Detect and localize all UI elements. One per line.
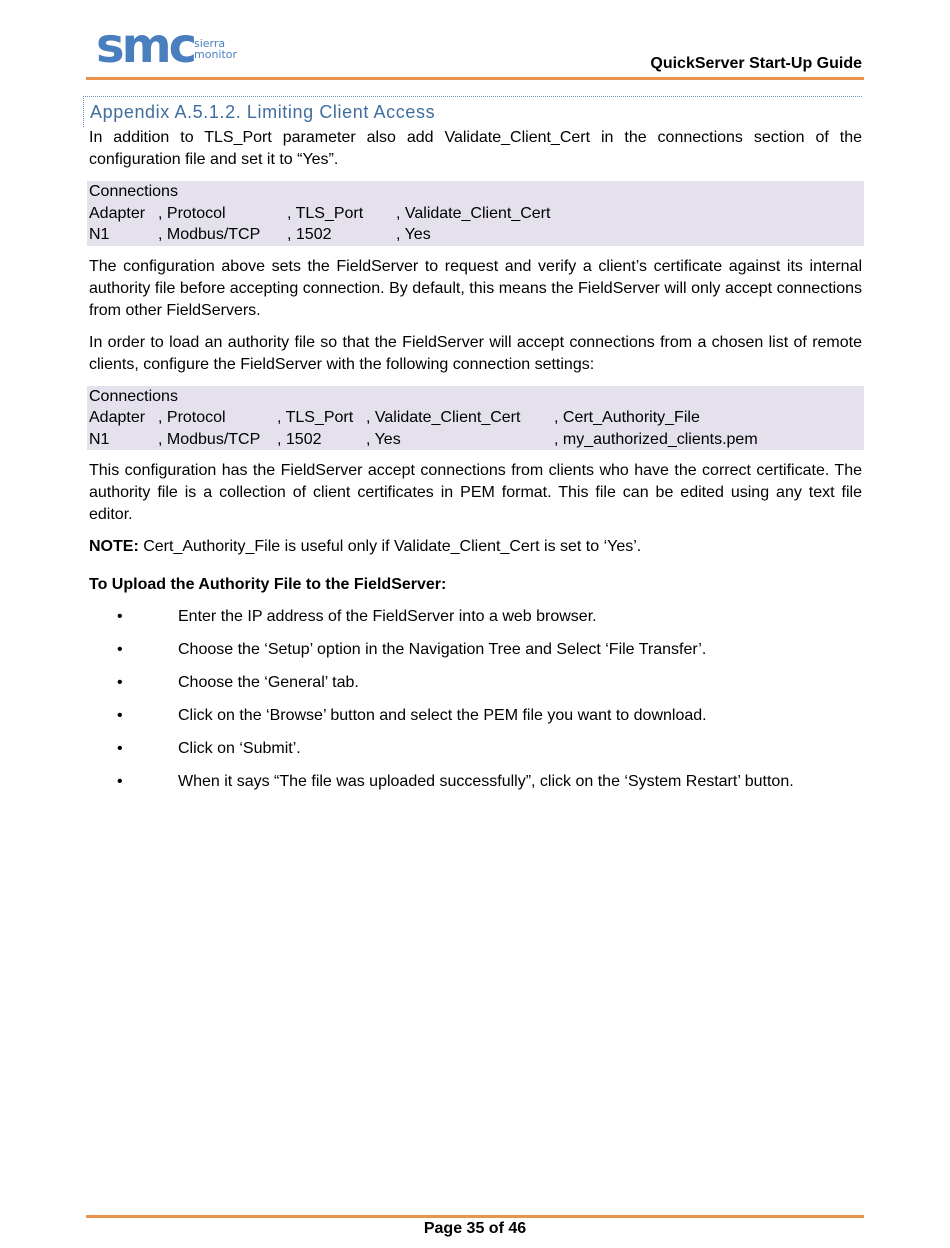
bullet-icon: • — [117, 773, 123, 790]
upload-steps-list — [89, 606, 862, 793]
config-cell: , Validate_Client_Cert — [396, 204, 551, 222]
step-text: Click on ‘Submit’. — [178, 740, 301, 757]
bullet-icon: • — [117, 707, 123, 724]
config-cell: , my_authorized_clients.pem — [554, 430, 758, 448]
bullet-icon: • — [117, 641, 123, 658]
config-cell: , Yes — [366, 430, 401, 448]
config-cell: , TLS_Port — [277, 409, 354, 426]
bullet-icon: • — [117, 740, 123, 757]
step-text: Click on the ‘Browse’ button and select the PEM file you want to download. — [178, 707, 707, 724]
note-paragraph — [89, 536, 862, 558]
note-label: NOTE: — [89, 538, 139, 555]
config-value-row — [89, 224, 862, 246]
config-cell: , Cert_Authority_File — [554, 409, 700, 426]
document-title: QuickServer Start-Up Guide — [650, 55, 862, 72]
config-value-row — [89, 429, 862, 451]
list-item — [89, 606, 862, 628]
logo-subtitle-line2: monitor — [194, 48, 238, 61]
paragraph-load-authority: In order to load an authority file so that the FieldServer will accept connections from a chosen list of remote clients, configure the FieldServer with the following connection settings: — [89, 333, 862, 373]
logo-subtitle-line1: sierra — [194, 37, 226, 50]
config-block-2 — [87, 386, 864, 451]
paragraph-authority-file: This configuration has the FieldServer accept connections from clients who have the correct certificate. The authority file is a collection of client certificates in PEM format. This file can be edited using any text file editor. — [89, 462, 862, 523]
bullet-icon: • — [117, 608, 123, 625]
footer-divider — [86, 1215, 864, 1218]
header-divider — [86, 77, 864, 80]
config-title: Connections — [89, 183, 178, 200]
list-item — [89, 738, 862, 760]
config-cell: , 1502 — [277, 430, 322, 448]
config-cell: , Modbus/TCP — [158, 226, 261, 243]
config-cell: Adapter — [89, 409, 146, 426]
note-text: Cert_Authority_File is useful only if Validate_Client_Cert is set to ‘Yes’. — [138, 538, 642, 555]
config-cell: , Yes — [396, 226, 431, 243]
step-text: Choose the ‘Setup’ option in the Navigation Tree and Select ‘File Transfer’. — [178, 641, 707, 658]
config-header-row — [89, 203, 862, 225]
paragraph-verify: The configuration above sets the FieldServer to request and verify a client’s certificate against its internal authority file before accepting connection. By default, this means the FieldServer will only accept connections from other FieldServers. — [89, 257, 862, 319]
config-title-row — [89, 386, 862, 408]
config-cell: , Protocol — [158, 204, 226, 222]
bullet-icon: • — [117, 674, 123, 691]
page-number: Page 35 of 46 — [423, 1220, 527, 1237]
config-cell: N1 — [89, 430, 110, 448]
list-item — [89, 672, 862, 694]
config-header-row — [89, 407, 862, 429]
logo-smc-text: smc — [96, 18, 195, 74]
config-title-row — [89, 181, 862, 203]
list-item — [89, 705, 862, 727]
smc-sierra-monitor-logo — [96, 18, 246, 74]
config-block-1 — [87, 181, 864, 246]
intro-paragraph: In addition to TLS_Port parameter also add Validate_Client_Cert in the connections section of the configuration file and set it to “Yes”. — [89, 129, 862, 168]
config-title: Connections — [89, 387, 178, 405]
list-item — [89, 639, 862, 661]
config-cell: , Protocol — [158, 409, 226, 426]
upload-heading: To Upload the Authority File to the FieldServer: — [89, 576, 447, 593]
config-cell: , Modbus/TCP — [158, 430, 261, 448]
logo-subtitle — [194, 38, 237, 60]
config-cell: , TLS_Port — [287, 204, 364, 222]
step-text: Enter the IP address of the FieldServer into a web browser. — [178, 608, 597, 625]
config-cell: N1 — [89, 226, 110, 243]
list-item — [89, 771, 862, 793]
step-text: Choose the ‘General’ tab. — [178, 674, 359, 691]
page-content — [89, 96, 862, 804]
step-text: When it says “The file was uploaded successfully”, click on the ‘System Restart’ button. — [178, 773, 794, 790]
config-cell: , Validate_Client_Cert — [366, 409, 521, 426]
config-cell: , 1502 — [287, 226, 332, 243]
section-heading: Appendix A.5.1.2. Limiting Client Access — [83, 96, 862, 127]
config-cell: Adapter — [89, 204, 146, 222]
